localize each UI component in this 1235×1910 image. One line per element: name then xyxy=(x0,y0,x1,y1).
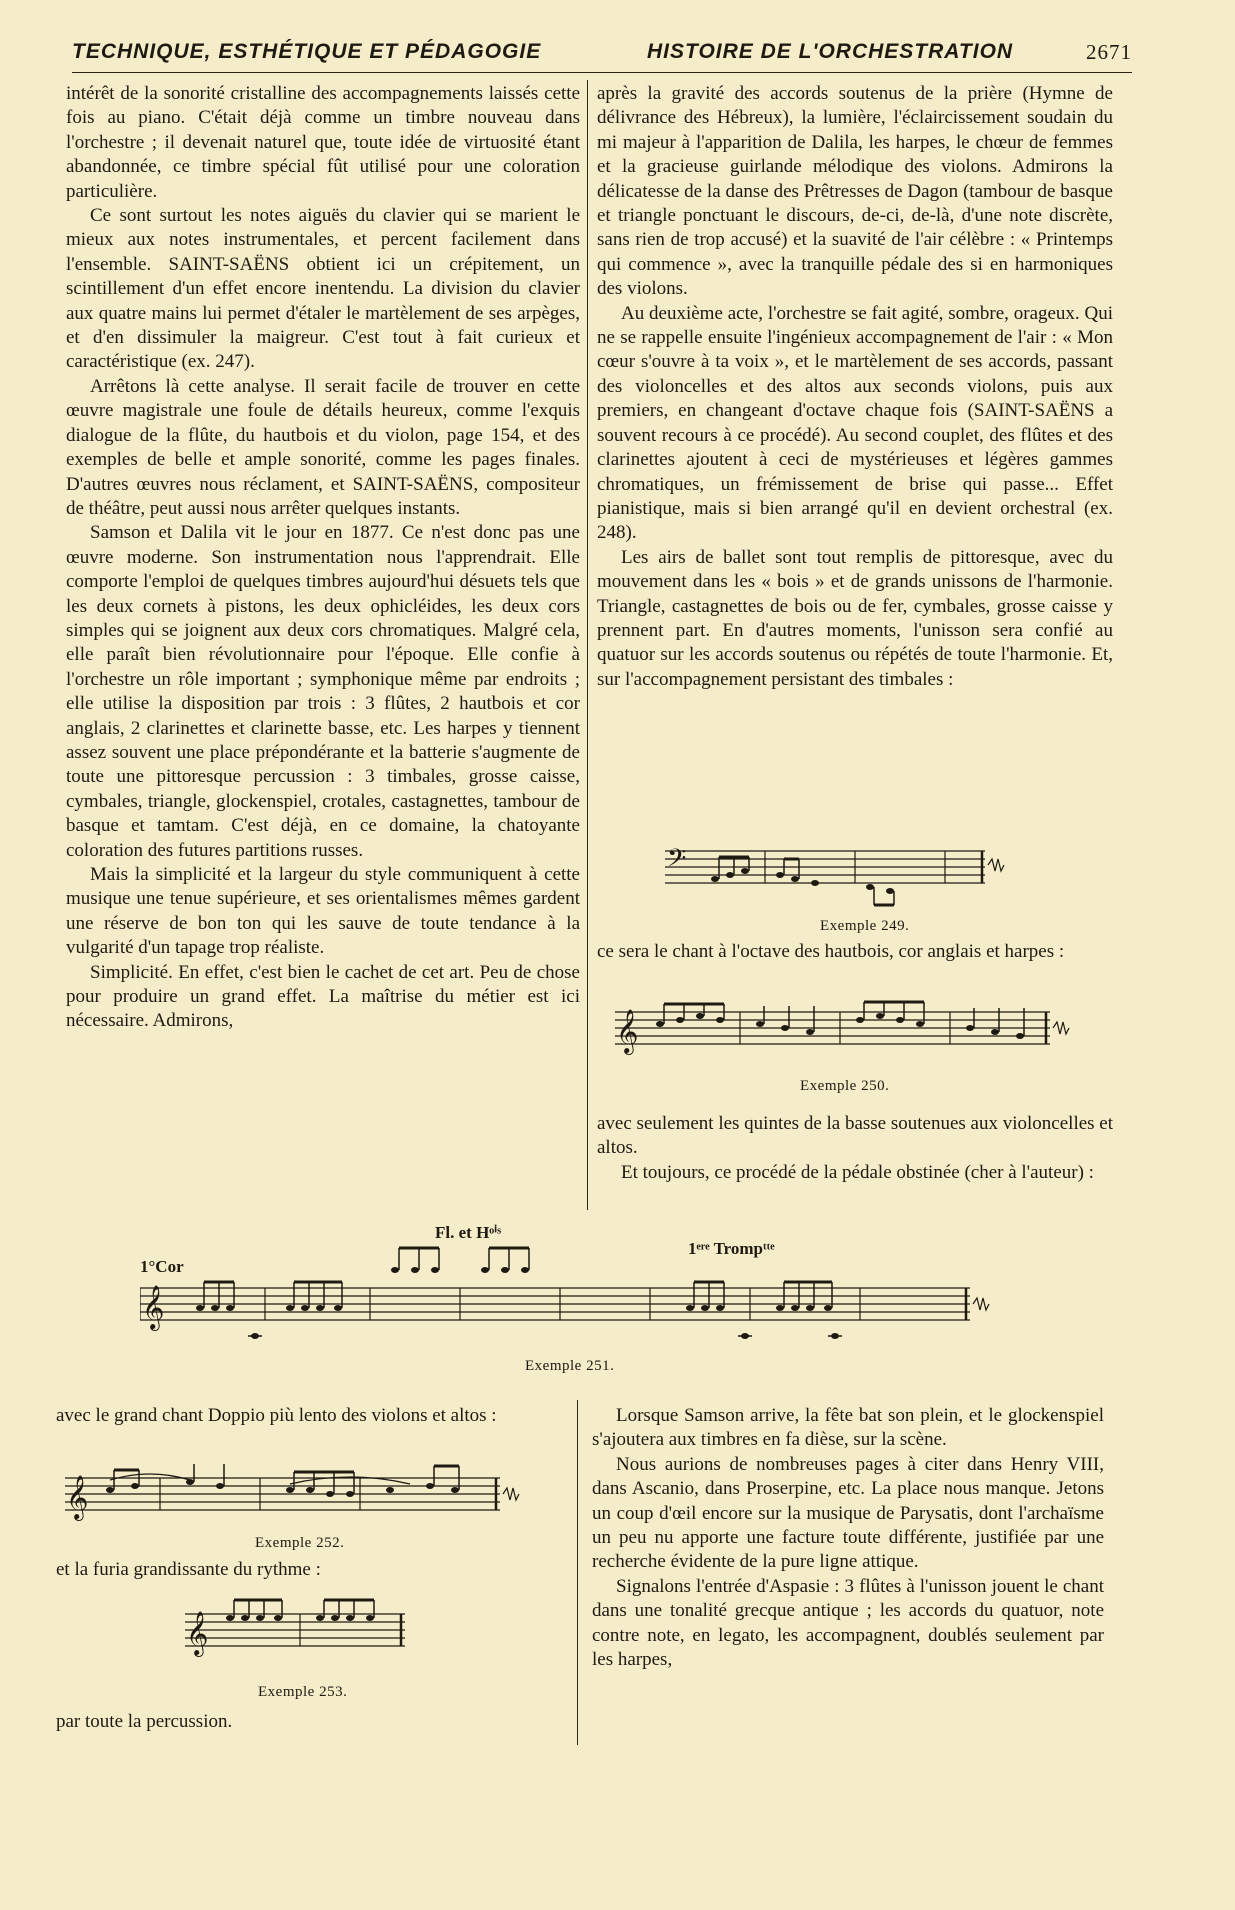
paragraph: Au deuxième acte, l'orchestre se fait agité, sombre, orageux. Qui ne se rappelle ensuite l'ingénieux accompagnement de l'air : « Mon cœur s'ouvre à ta voix », et le martèlement de ses accords, passant des violoncelles et des altos aux seconds violons, puis aux premiers, en changeant d'octave chaque fois (SAINT-SAËNS a souvent recours à ce procédé). Au second couplet, des flûtes et des clarinettes ajoutent à ceci de mystérieuses et légères gammes chromatiques, un frémissement de brise qui passe... Effet pianistique, mais si bien arrangé qu'il en devient orchestral (ex. 248). xyxy=(597,302,1113,544)
example-caption: Exemple 252. xyxy=(255,1535,345,1551)
paragraph: Signalons l'entrée d'Aspasie : 3 flûtes à l'unisson jouent le chant dans une tonalité grecque antique ; les accords du quatuor, note contre note, en legato, les accompagnent, doublés seulement par les harpes, xyxy=(592,1575,1104,1671)
right-column-lower xyxy=(597,1112,1113,1185)
paragraph: avec seulement les quintes de la basse soutenues aux violoncelles et altos. xyxy=(597,1113,1114,1159)
paragraph: Samson et Dalila vit le jour en 1877. Ce n'est donc pas une œuvre moderne. Son instrumentation nous l'apprendrait. Elle comporte l'emploi de quelques timbres aujourd'hui désuets tels que les deux cornets à pistons, les deux ophicléides, les deux cors simples qui se joignent aux deux cors chromatiques. Malgré cela, elle paraît bien révolutionnaire pour l'époque. Elle confie à l'orchestre un rôle important ; symphonique même par endroits ; elle utilise la disposition par trois : 3 flûtes, 2 hautbois et cor anglais, 2 clarinettes et clarinette basse, etc. Les harpes y tiennent assez souvent une place prépondérante et la batterie s'augmente de toute une pittoresque percussion : 3 timbales, grosse caisse, cymbales, triangle, glockenspiel, crotales, castagnettes, tambour de basque et tamtam. C'est déjà, en ce domaine, la chatoyante coloration des futures partitions russes. xyxy=(66,522,580,861)
svg-text:𝄞: 𝄞 xyxy=(66,1475,89,1519)
left-column xyxy=(66,82,580,1034)
column-rule-top xyxy=(587,80,588,1210)
music-example-253 xyxy=(180,1590,430,1670)
bottom-left-text-1 xyxy=(56,1404,566,1428)
paragraph: Et toujours, ce procédé de la pédale obstinée (cher à l'auteur) : xyxy=(621,1161,1094,1183)
horn-label: 1°Cor xyxy=(140,1257,184,1276)
trumpet-label: 1ᵉʳᵉ Trompᵗᵗᵉ xyxy=(688,1239,775,1258)
music-example-249 xyxy=(655,835,1015,915)
paragraph: Lorsque Samson arrive, la fête bat son plein, et le glockenspiel s'ajoutera aux timbres en fa dièse, sur la scène. xyxy=(592,1405,1104,1451)
paragraph: intérêt de la sonorité cristalline des accompagnements laissés cette fois au piano. C'était déjà comme un timbre nouveau dans l'orchestre ; il devenait naturel que, toute idée de virtuosité étant abandonnée, ce timbre spécial fût utilisé pour une coloration particulière. xyxy=(66,83,580,202)
example-caption: Exemple 251. xyxy=(525,1358,615,1374)
paragraph: Ce sont surtout les notes aiguës du clavier qui se marient le mieux aux notes instrumentales, et percent facilement dans l'ensemble. SAINT-SAËNS obtient ici un crépitement, un scintillement d'un effet encore inentendu. La division du clavier aux quatre mains lui permet d'étaler le martèlement de ses arpèges, et d'en dissimuler la maigreur. C'est tout à fait curieux et caractéristique (ex. 247). xyxy=(66,205,580,373)
paragraph: et la furia grandissante du rythme : xyxy=(56,1559,321,1580)
svg-text:𝄞: 𝄞 xyxy=(142,1285,165,1329)
header-left-title: TECHNIQUE, ESTHÉTIQUE ET PÉDAGOGIE xyxy=(72,40,542,63)
paragraph: avec le grand chant Doppio più lento des violons et altos : xyxy=(56,1405,497,1426)
paragraph: Les airs de ballet sont tout remplis de pittoresque, avec du mouvement dans les « bois » et de grands unissons de l'harmonie. Triangle, castagnettes de bois ou de fer, cymbales, grosse caisse y prennent part. En d'autres moments, l'unisson sera confié au quatuor sur les accords soutenus ou répétés de toute l'harmonie. Et, sur l'accompagnement persistant des timbales : xyxy=(597,546,1113,690)
page-number: 2671 xyxy=(1086,40,1132,64)
music-example-252 xyxy=(60,1450,530,1530)
music-example-251 xyxy=(140,1220,1020,1350)
bottom-left-text-3 xyxy=(56,1710,566,1734)
running-header xyxy=(72,40,1132,70)
bottom-left-text-2 xyxy=(56,1558,566,1582)
paragraph: Simplicité. En effet, c'est bien le cachet de cet art. Peu de chose pour produire un grand effet. La maîtrise du métier est ici nécessaire. Admirons, xyxy=(66,961,580,1032)
paragraph: après la gravité des accords soutenus de la prière (Hymne de délivrance des Hébreux), la lumière, l'éclaircissement soudain du mi majeur à l'apparition de Dalila, les harpes, le chœur de femmes et la gracieuse guirlande mélodique des violons. Admirons la délicatesse de la danse des Prêtresses de Dagon (tambour de basque et triangle ponctuant le discours, de-ci, de-là, d'une note discrète, sans rien de trop accusé) et la suavité de l'air célèbre : « Printemps qui commence », avec la tranquille pédale des si en harmoniques des violons. xyxy=(597,83,1113,300)
header-rule xyxy=(72,72,1132,73)
svg-text:𝄞: 𝄞 xyxy=(616,1009,639,1053)
paragraph: par toute la percussion. xyxy=(56,1711,233,1732)
bottom-right-column xyxy=(592,1404,1104,1672)
paragraph: Arrêtons là cette analyse. Il serait facile de trouver en cette œuvre magistrale une foule de détails heureux, comme l'exquis dialogue de la flûte, du hautbois et du violon, page 154, et des exemples de belle et ample sonorité, comme les pages finales. D'autres œuvres nous réclament, et SAINT-SAËNS, compositeur de théâtre, peut aussi nous arrêter quelques instants. xyxy=(66,375,580,519)
example-caption: Exemple 253. xyxy=(258,1684,348,1700)
svg-text:𝄞: 𝄞 xyxy=(186,1611,209,1655)
right-column-text-ex250 xyxy=(597,940,1113,964)
column-rule-bottom xyxy=(577,1400,578,1745)
right-column-upper xyxy=(597,82,1113,692)
paragraph: Nous aurions de nombreuses pages à citer dans Henry VIII, dans Ascanio, dans Proserpine, etc. La place nous manque. Jetons un coup d'œil encore sur la musique de Parysatis, dont l'archaïsme un peu nu apporte une facture toute différente, justifiée par une recherche évidente de la pure ligne attique. xyxy=(592,1453,1104,1573)
svg-text:𝄢: 𝄢 xyxy=(667,844,687,879)
header-right-title: HISTOIRE DE L'ORCHESTRATION xyxy=(647,40,1014,63)
flute-hautbois-label: Fl. et Hᵒⁱˢ xyxy=(435,1223,501,1242)
paragraph: Mais la simplicité et la largeur du style communiquent à cette musique une tenue supérieure, et ses orientalismes mêmes gardent une réserve de bon ton qui les sauve de toute tendance à la vulgarité d'un tapage trop réaliste. xyxy=(66,864,580,959)
paragraph: ce sera le chant à l'octave des hautbois, cor anglais et harpes : xyxy=(597,941,1065,962)
music-example-250 xyxy=(610,992,1080,1072)
example-caption: Exemple 249. xyxy=(820,918,910,934)
example-caption: Exemple 250. xyxy=(800,1078,890,1094)
